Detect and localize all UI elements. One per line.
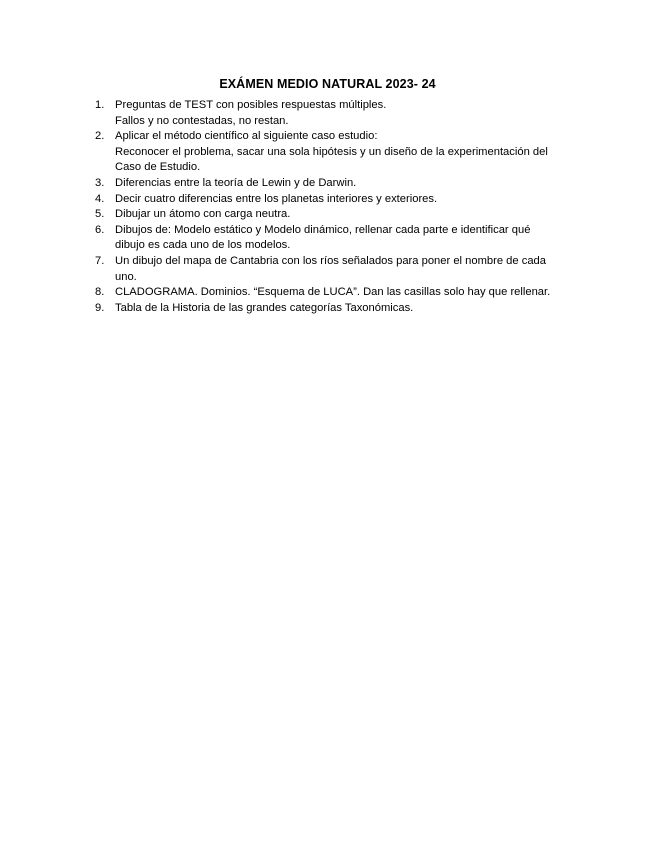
item-text: Dibujos de: Modelo estático y Modelo dinámico, rellenar cada parte e identificar qué <box>115 223 531 236</box>
item-text: Dibujar un átomo con carga neutra. <box>115 208 291 221</box>
item-text: Un dibujo del mapa de Cantabria con los ríos señalados para poner el nombre de cada <box>115 254 546 267</box>
item-text: Preguntas de TEST con posibles respuestas múltiples. <box>115 99 387 111</box>
item-text: CLADOGRAMA. Dominios. “Esquema de LUCA”. Dan las casillas solo hay que rellenar. <box>115 286 551 299</box>
list-item <box>95 301 585 317</box>
item-number: 9. <box>95 301 105 314</box>
list-item <box>95 98 585 129</box>
item-text: Diferencias entre la teoría de Lewin y de Darwin. <box>115 176 357 189</box>
list-item <box>95 254 585 285</box>
item-number: 7. <box>95 254 105 267</box>
item-number: 4. <box>95 192 105 205</box>
item-number: 2. <box>95 130 105 143</box>
item-number: 3. <box>95 176 105 189</box>
item-text: Reconocer el problema, sacar una sola hipótesis y un diseño de la experimentación del <box>115 145 548 158</box>
item-text: Tabla de la Historia de las grandes categorías Taxonómicas. <box>115 301 414 314</box>
exam-title: EXÁMEN MEDIO NATURAL 2023- 24 <box>219 77 436 91</box>
item-text: Aplicar el método científico al siguiente caso estudio: <box>115 130 378 143</box>
item-number: 5. <box>95 208 105 221</box>
list-item <box>95 176 585 192</box>
list-item <box>95 207 585 223</box>
item-number: 1. <box>95 99 105 111</box>
item-text: Decir cuatro diferencias entre los planetas interiores y exteriores. <box>115 192 438 205</box>
item-text: dibujo es cada uno de los modelos. <box>115 239 291 252</box>
exam-topics-list <box>95 98 585 316</box>
list-item <box>95 129 585 176</box>
list-item <box>95 285 585 301</box>
item-number: 6. <box>95 223 105 236</box>
list-item <box>95 192 585 208</box>
item-number: 8. <box>95 286 105 299</box>
list-item <box>95 223 585 254</box>
item-text: Caso de Estudio. <box>115 161 201 174</box>
item-text: uno. <box>115 270 137 283</box>
item-text: Fallos y no contestadas, no restan. <box>115 114 289 127</box>
